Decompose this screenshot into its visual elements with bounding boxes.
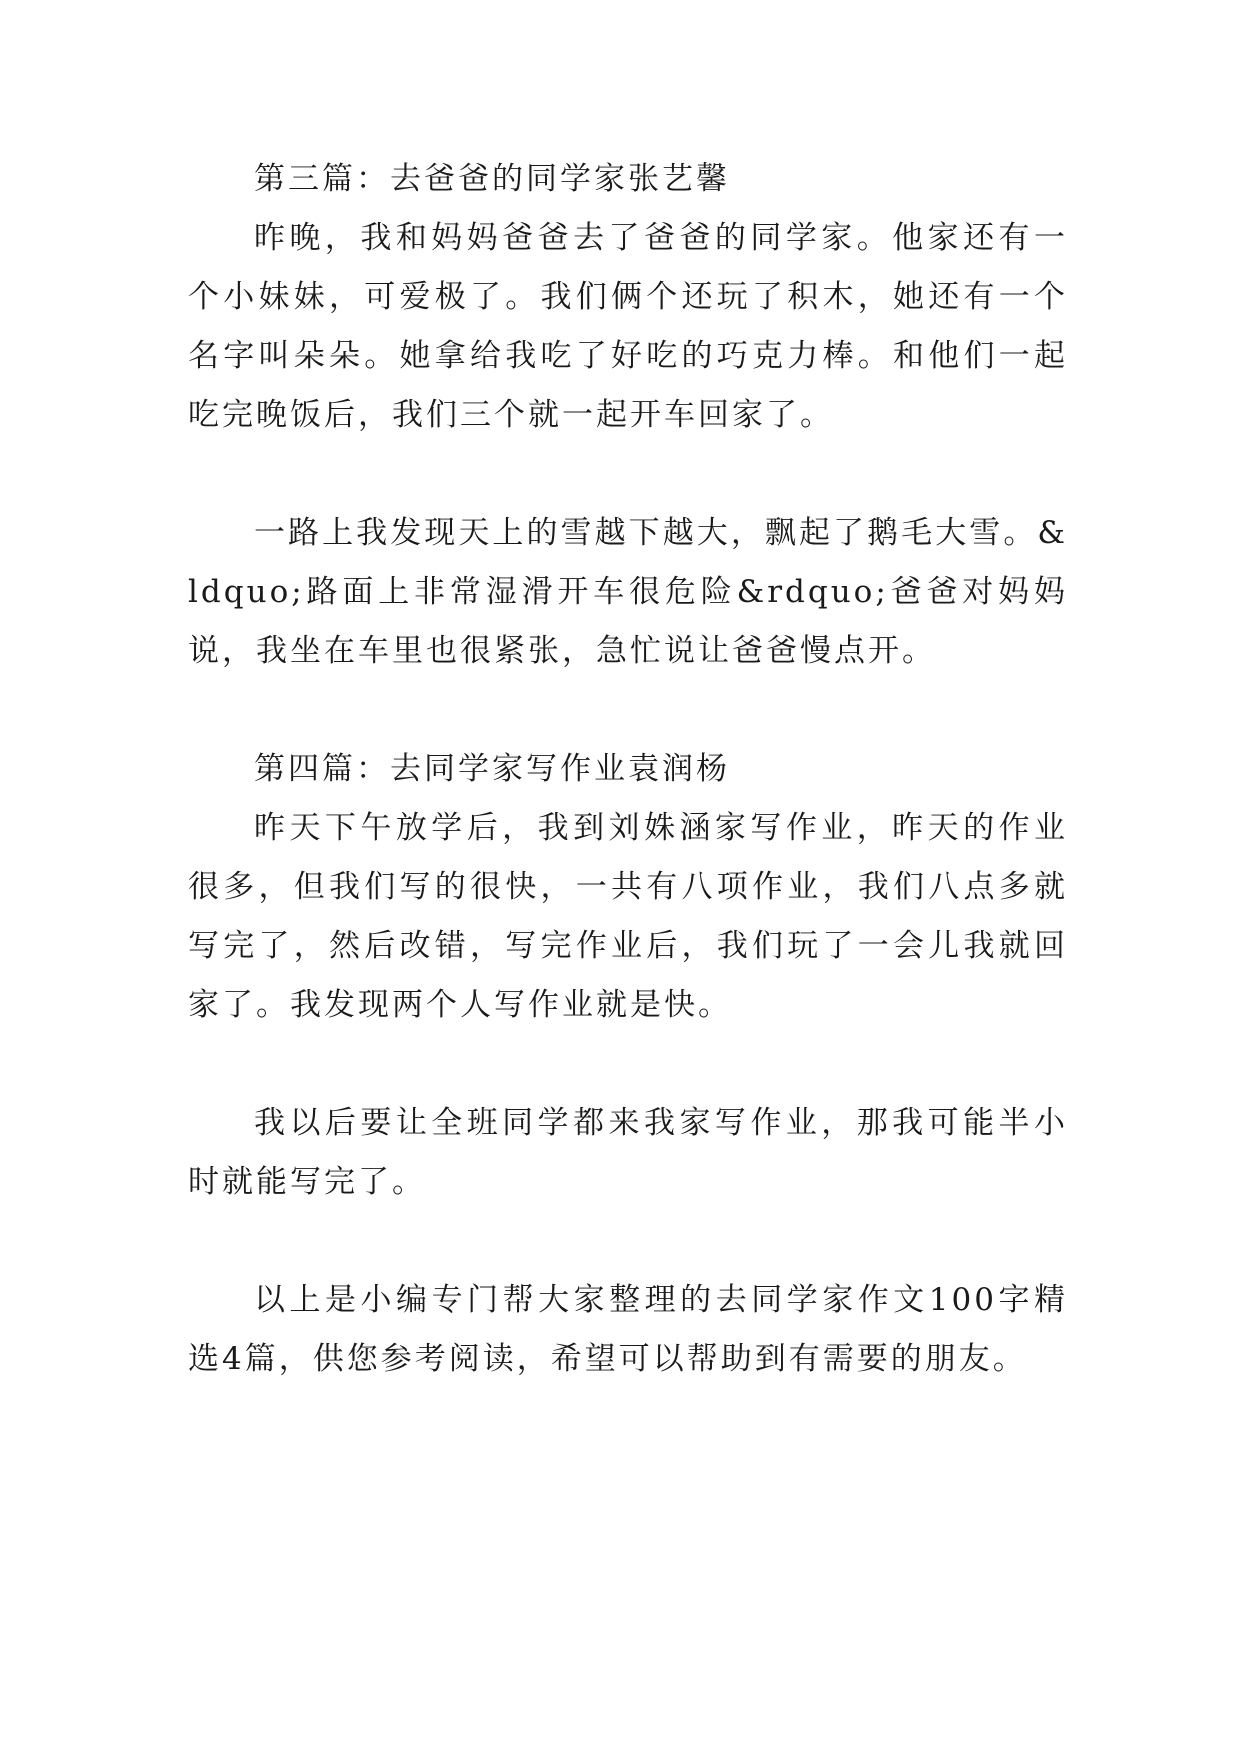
paragraph: 昨晚，我和妈妈爸爸去了爸爸的同学家。他家还有一个小妹妹，可爱极了。我们俩个还玩了积木，她还有一个名字叫朵朵。她拿给我吃了好吃的巧克力棒。和他们一起吃完晚饭后，我们三个就一起开车回家了。 bbox=[188, 220, 1068, 433]
paragraph: 一路上我发现天上的雪越下越大，飘起了鹅毛大雪。&ldquo;路面上非常湿滑开车很危险&rdquo;爸爸对妈妈说，我坐在车里也很紧张，急忙说让爸爸慢点开。 bbox=[188, 515, 1068, 669]
paragraph-gap bbox=[188, 681, 1068, 740]
paragraph-gap bbox=[188, 1212, 1068, 1271]
paragraph-gap bbox=[188, 1035, 1068, 1094]
section-title: 第三篇：去爸爸的同学家张艺馨 bbox=[254, 161, 730, 197]
paragraph-gap bbox=[188, 445, 1068, 504]
paragraph: 昨天下午放学后，我到刘姝涵家写作业，昨天的作业很多，但我们写的很快，一共有八项作业，我们八点多就写完了，然后改错，写完作业后，我们玩了一会儿我就回家了。我发现两个人写作业就是快。 bbox=[188, 810, 1068, 1023]
paragraph: 我以后要让全班同学都来我家写作业，那我可能半小时就能写完了。 bbox=[188, 1105, 1068, 1200]
section-title: 第四篇：去同学家写作业袁润杨 bbox=[254, 751, 730, 787]
closing-paragraph: 以上是小编专门帮大家整理的去同学家作文100字精选4篇，供您参考阅读，希望可以帮助到有需要的朋友。 bbox=[188, 1282, 1068, 1377]
document-body bbox=[188, 150, 1068, 1389]
